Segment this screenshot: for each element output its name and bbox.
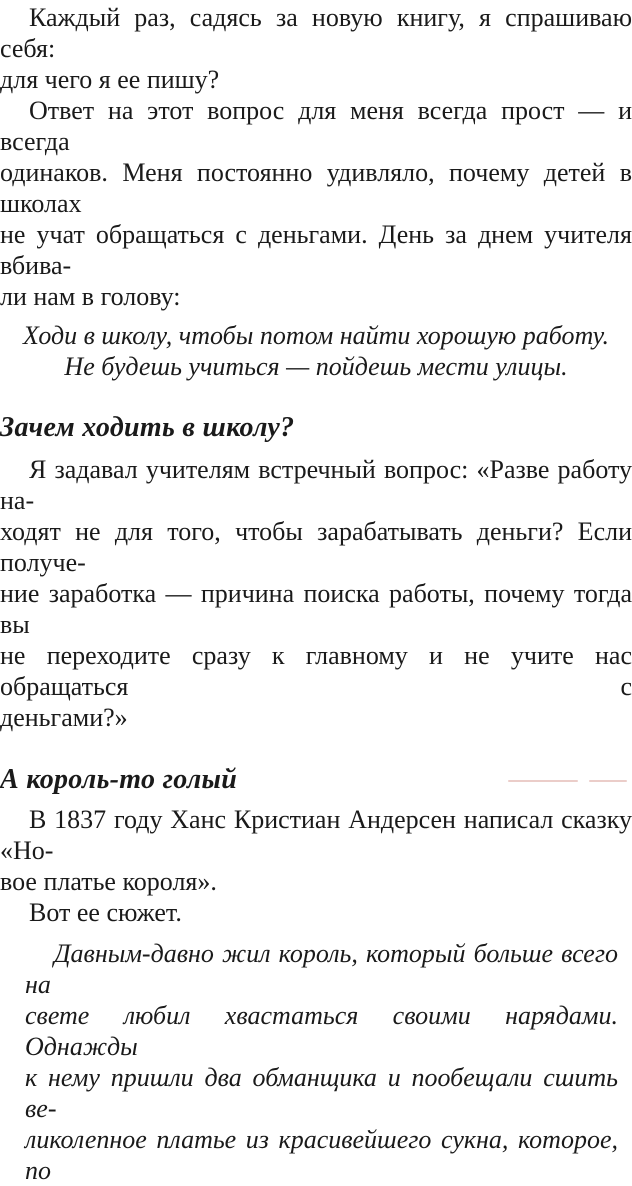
story-line: свете любил хвастаться своими нарядами. Однажды xyxy=(25,1001,618,1061)
text-line: для чего я ее пишу? xyxy=(0,65,220,94)
paragraph-counter-question xyxy=(0,454,632,733)
section-heading-why-school: Зачем ходить в школу? xyxy=(0,412,295,443)
paragraph-plot-intro xyxy=(0,897,632,928)
text-line: не учат обращаться с деньгами. День за днем учителя вбива- xyxy=(0,220,632,280)
text-line: не переходите сразу к главному и не учите нас обращаться с xyxy=(0,641,632,701)
text-line: В 1837 году Ханс Кристиан Андерсен написал сказку «Но- xyxy=(0,805,632,865)
story-line: к нему пришли два обманщика и пообещали сшить ве- xyxy=(25,1063,618,1123)
text-line: вое платье короля». xyxy=(0,867,217,896)
paragraph-intro xyxy=(0,2,632,95)
text-line: ние заработка — причина поиска работы, почему тогда вы xyxy=(0,579,632,639)
block-quote-school xyxy=(0,320,632,382)
text-line: ли нам в голову: xyxy=(0,282,181,311)
quote-line: Ходи в школу, чтобы потом найти хорошую работу. xyxy=(22,321,610,350)
story-line: Давным-давно жил король, который больше всего на xyxy=(25,939,618,999)
text-line: деньгами?» xyxy=(0,703,128,732)
pink-underline-artifact xyxy=(508,780,578,782)
block-quote-fairy-tale xyxy=(0,938,632,1186)
text-line: Вот ее сюжет. xyxy=(29,898,182,927)
paragraph-answer xyxy=(0,95,632,312)
pink-underline-artifact xyxy=(589,780,627,782)
story-line: ликолепное платье из красивейшего сукна, которое, по xyxy=(25,1125,618,1185)
text-line: Ответ на этот вопрос для меня всегда прост — и всегда xyxy=(0,96,632,156)
text-line: одинаков. Меня постоянно удивляло, почему детей в школах xyxy=(0,158,632,218)
section-heading-naked-king: А король-то голый xyxy=(0,764,238,795)
text-line: Я задавал учителям встречный вопрос: «Разве работу на- xyxy=(0,455,632,515)
quote-line: Не будешь учиться — пойдешь мести улицы. xyxy=(64,352,568,381)
paragraph-andersen xyxy=(0,804,632,897)
text-line: Каждый раз, садясь за новую книгу, я спрашиваю себя: xyxy=(0,3,632,63)
text-line: ходят не для того, чтобы зарабатывать деньги? Если получе- xyxy=(0,517,632,577)
